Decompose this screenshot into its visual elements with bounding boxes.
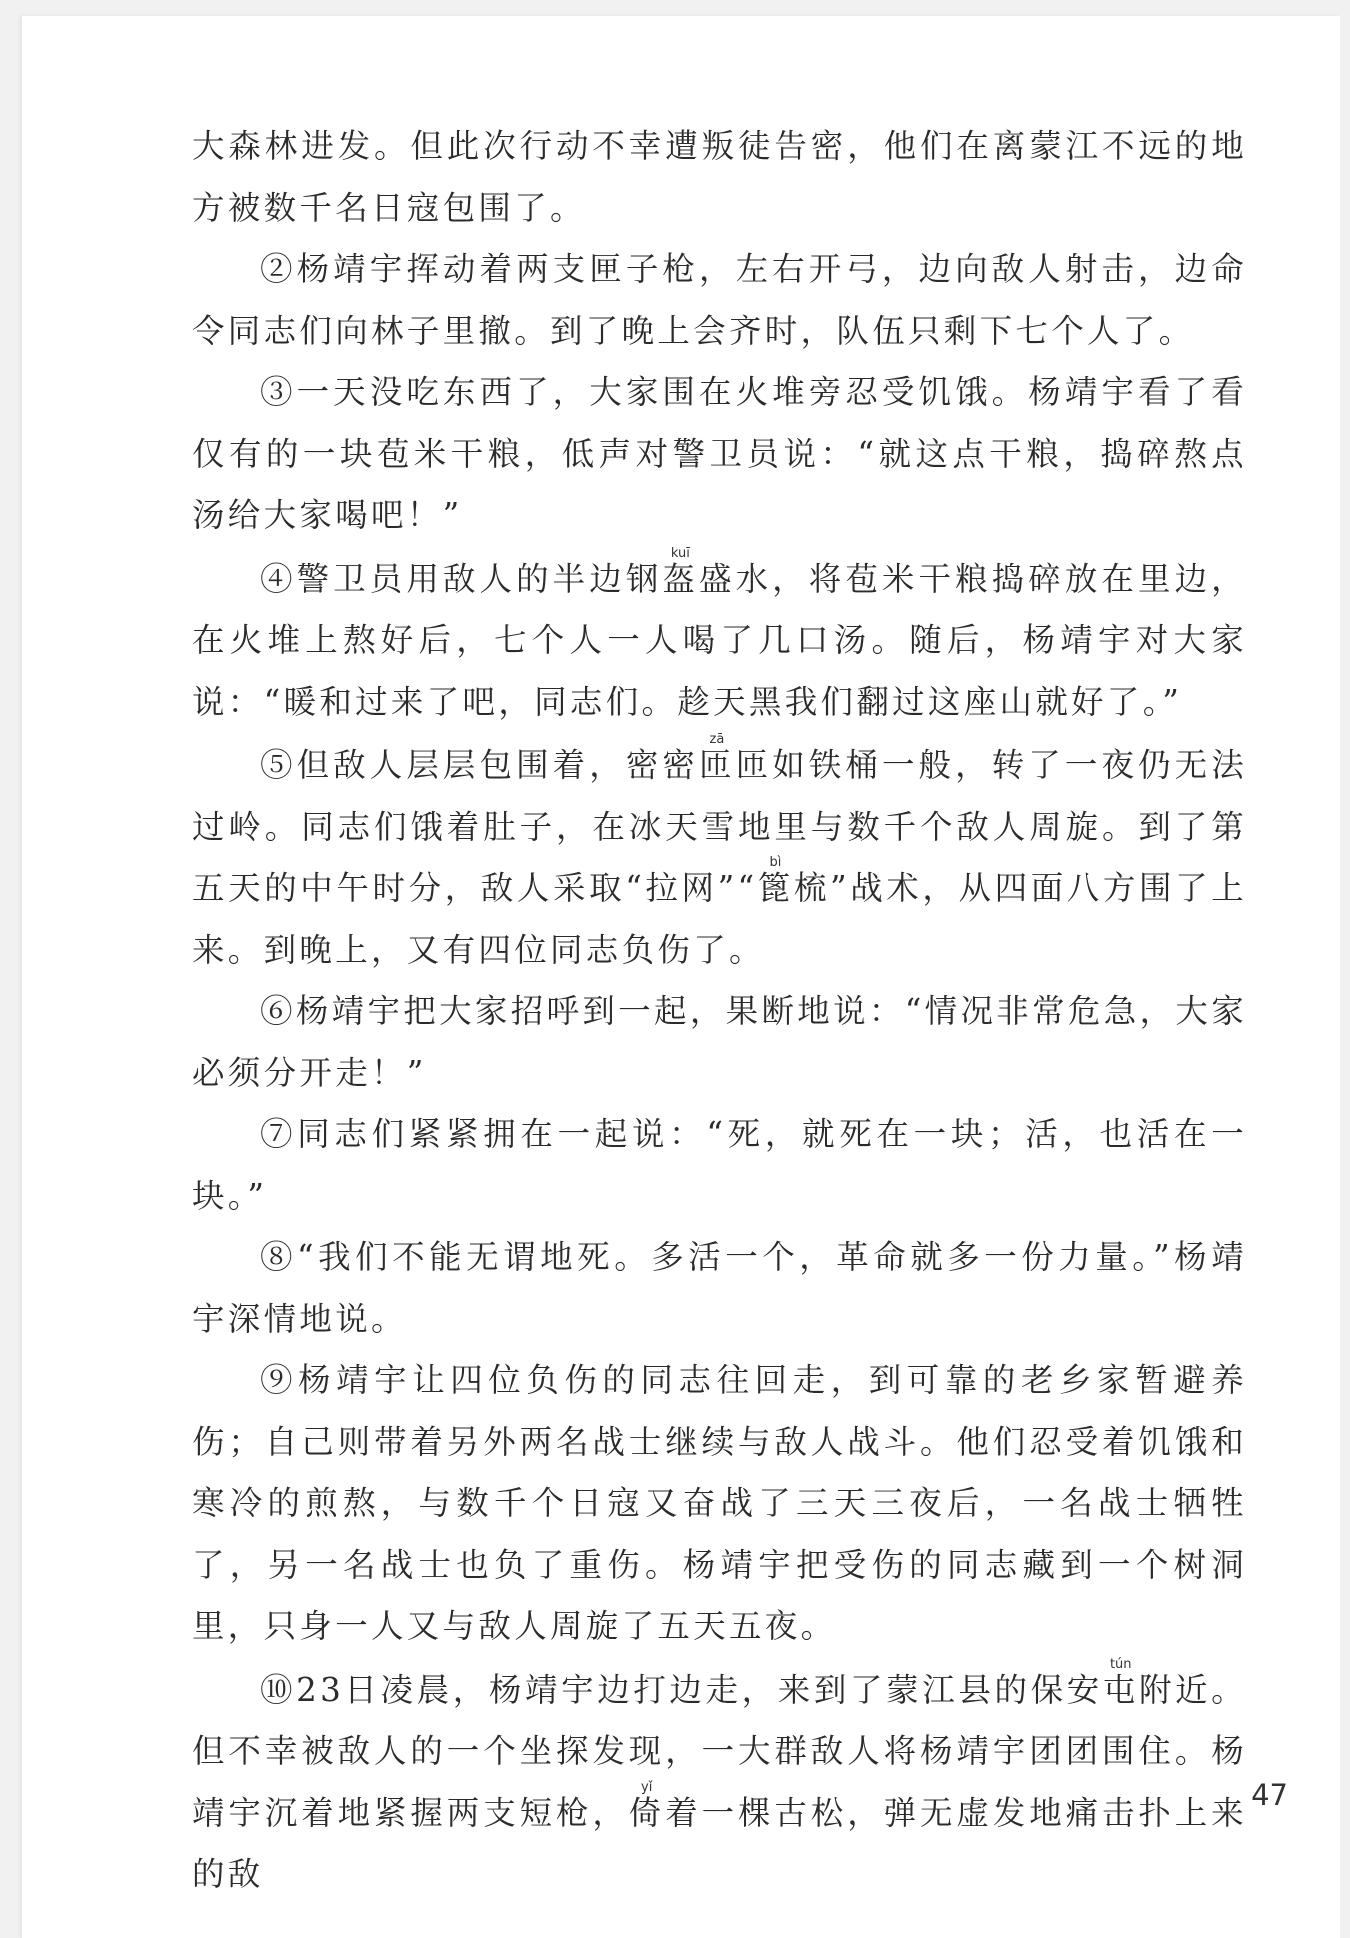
pinyin-annotation-za: 匝zā: [699, 732, 736, 784]
paragraph-10: ⑩23日凌晨，杨靖宇边打边走，来到了蒙江县的保安屯tún附近。但不幸被敌人的一个坐探发现，一大群敌人将杨靖宇团团围住。杨靖宇沉着地紧握两支短枪，倚yǐ着一棵古松，弹无虚发地痛击扑上来的敌: [192, 1656, 1247, 1893]
pinyin-annotation-yi: 倚yǐ: [628, 1779, 666, 1832]
paragraph-9: ⑨杨靖宇让四位负伤的同志往回走，到可靠的老乡家暂避养伤；自己则带着另外两名战士继续与敌人战斗。他们忍受着饥饿和寒冷的煎熬，与数千个日寇又奋战了三天三夜后，一名战士牺牲了，另一名战士也负了重伤。杨靖宇把受伤的同志藏到一个树洞里，只身一人又与敌人周旋了五天五夜。: [192, 1361, 1247, 1645]
paragraph-1: 大森林进发。但此次行动不幸遭叛徒告密，他们在离蒙江不远的地方被数千名日寇包围了。: [192, 127, 1247, 227]
paragraph-3: ③一天没吃东西了，大家围在火堆旁忍受饥饿。杨靖宇看了看仅有的一块苞米干粮，低声对警卫员说：“就这点干粮，捣碎熬点汤给大家喝吧！”: [192, 373, 1247, 534]
paragraph-2: ②杨靖宇挥动着两支匣子枪，左右开弓，边向敌人射击，边命令同志们向林子里撤。到了晚上会齐时，队伍只剩下七个人了。: [192, 250, 1247, 350]
paragraph-6: ⑥杨靖宇把大家招呼到一起，果断地说：“情况非常危急，大家必须分开走！”: [192, 992, 1247, 1092]
pinyin-annotation-bi: 篦bì: [757, 855, 794, 907]
pinyin-annotation-kui: 盔kuī: [662, 545, 700, 598]
pinyin-annotation-tun: 屯tún: [1102, 1656, 1139, 1709]
paragraph-5: ⑤但敌人层层包围着，密密匝zā匝如铁桶一般，转了一夜仍无法过岭。同志们饿着肚子，在冰天雪地里与数千个敌人周旋。到了第五天的中午时分，敌人采取“拉网”“篦bì梳”战术，从四面八方围了上来。到晚上，又有四位同志负伤了。: [192, 732, 1247, 969]
page-number: 47: [1251, 1778, 1288, 1812]
paragraph-4: ④警卫员用敌人的半边钢盔kuī盛水，将苞米干粮捣碎放在里边，在火堆上熬好后，七个人一人喝了几口汤。随后，杨靖宇对大家说：“暖和过来了吧，同志们。趁天黑我们翻过这座山就好了。”: [192, 545, 1247, 721]
paragraph-8: ⑧“我们不能无谓地死。多活一个，革命就多一份力量。”杨靖宇深情地说。: [192, 1238, 1247, 1338]
book-page: [22, 16, 1340, 1938]
body-text: [192, 116, 1247, 1906]
paragraph-7: ⑦同志们紧紧拥在一起说：“死，就死在一块；活，也活在一块。”: [192, 1115, 1247, 1215]
